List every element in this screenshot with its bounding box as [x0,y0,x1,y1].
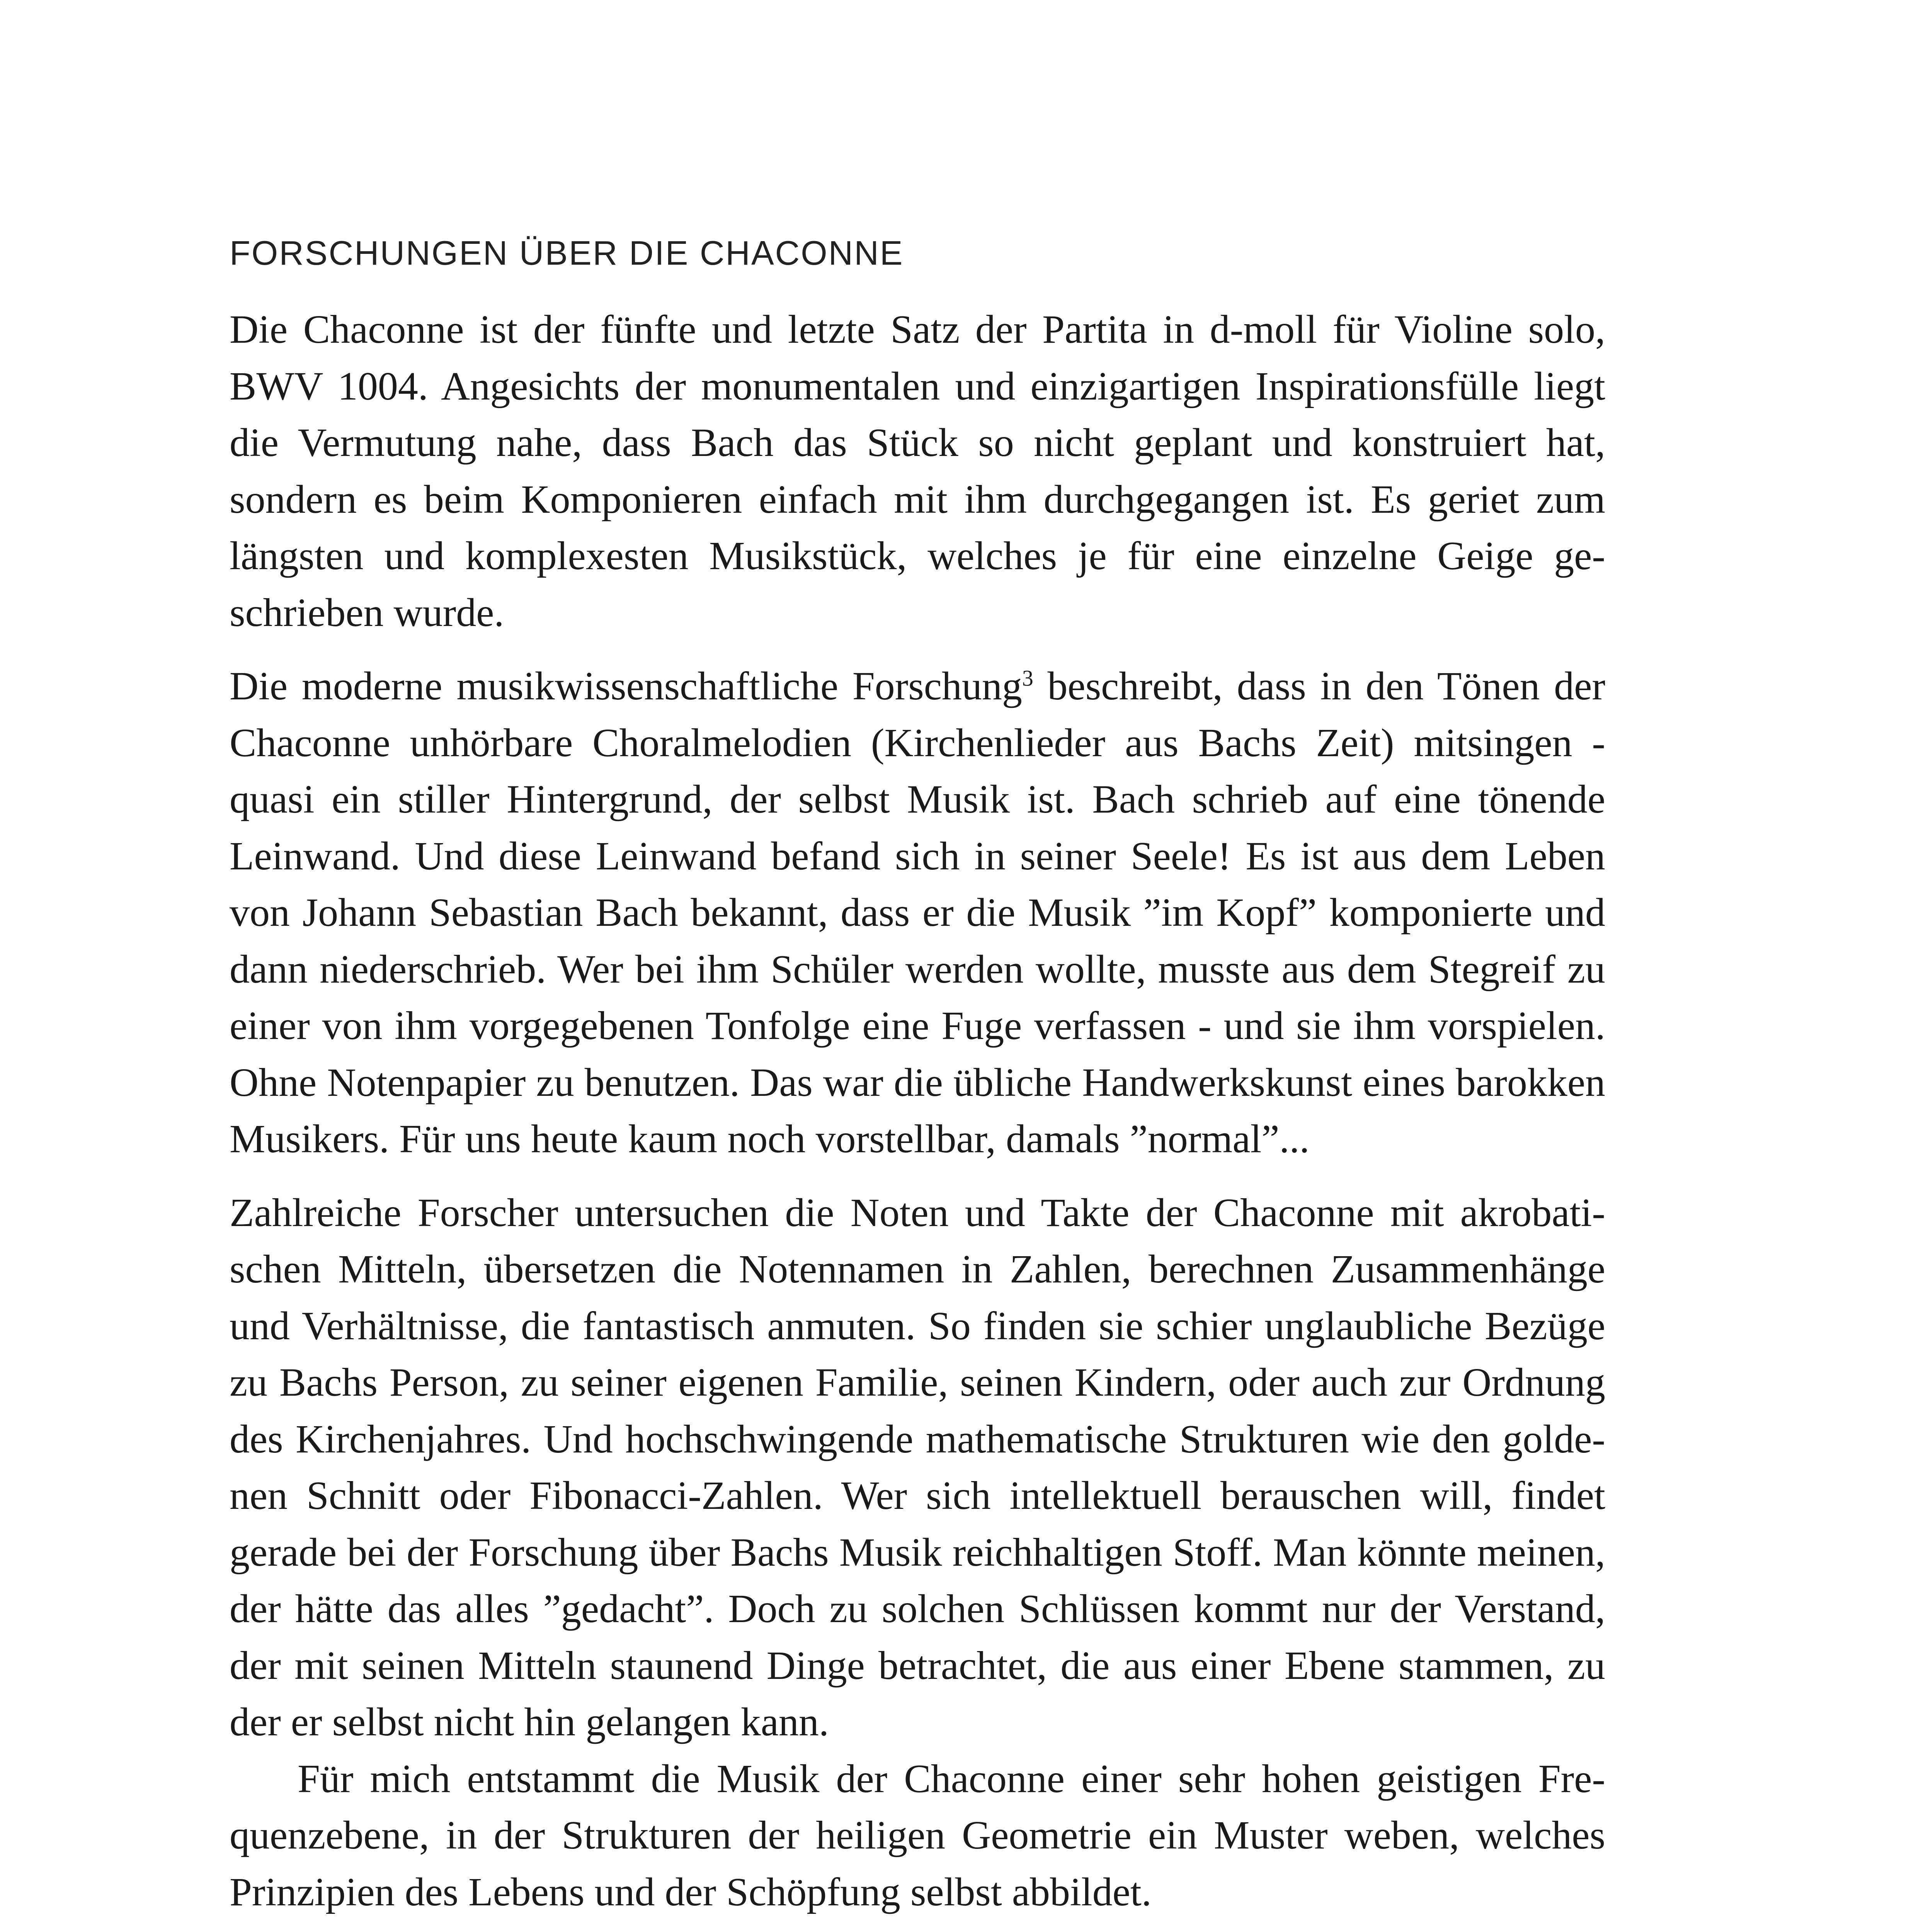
paragraph-forschung [230,658,1605,1168]
paragraph-chaconne-intro: Die Chaconne ist der fünfte und letzte Satz der Partita in d-moll für Violine solo, BWV 1004. Angesichts der monumentalen und einzigartigen Inspirationsfülle liegt die Vermutung nahe, dass Bach das Stück so nicht geplant und konstruiert hat, sondern es beim Komponieren einfach mit ihm durchgegangen ist. Es geriet zum längsten und komplexesten Musikstück, welches je für eine einzelne Geige geschrieben wurde. [230,307,1605,635]
section-heading-forschungen: FORSCHUNGEN ÜBER DIE CHACONNE [230,234,904,272]
main-text [230,228,1605,1932]
paragraph-forschung-start: Die moderne musikwissenschaftliche Forschung [230,664,1022,708]
paragraph-frequenzebene: Für mich entstammt die Musik der Chaconne einer sehr hohen geistigen Frequenzebene, in der Strukturen der heiligen Geometrie ein Muster weben, welches Prinzipien des Lebens und der Schöpfung selbst abbildet. [230,1756,1605,1914]
paragraph-forscher: Zahlreiche Forscher untersuchen die Noten und Takte der Chaconne mit akrobatischen Mitteln, übersetzen die Notennamen in Zahlen, berechnen Zusammenhänge und Verhältnisse, die fantastisch anmuten. So finden sie schier unglaubliche Bezüge zu Bachs Person, zu seiner eigenen Familie, seinen Kindern, oder auch zur Ordnung des Kirchenjahres. Und hochschwingende mathematische Strukturen wie den goldenen Schnitt oder Fibonacci-Zahlen. Wer sich intellektuell berauschen will, findet gerade bei der Forschung über Bachs Musik reichhaltigen Stoff. Man könnte meinen, der hätte das alles ”gedacht”. Doch zu solchen Schlüssen kommt nur der Verstand, der mit seinen Mitteln staunend Dinge betrachtet, die aus einer Ebene stammen, zu der er selbst nicht hin gelangen kann. [230,1190,1605,1744]
paragraph-forschung-rest: beschreibt, dass in den Tönen der Chaconne unhörbare Choralmelodien (Kirchenlieder aus Bachs Zeit) mitsingen - quasi ein stiller Hintergrund, der selbst Musik ist. Bach schrieb auf eine tönende Leinwand. Und diese Leinwand befand sich in seiner Seele! Es ist aus dem Leben von Johann Sebastian Bach bekannt, dass er die Musik ”im Kopf” komponierte und dann niederschrieb. Wer bei ihm Schüler werden wollte, musste aus dem Stegreif zu einer von ihm vorgegebenen Tonfolge eine Fuge verfassen - und sie ihm vorspielen. Ohne Notenpapier zu benutzen. Das war die übliche Handwerkskunst eines barokken Musikers. Für uns heute kaum noch vorstellbar, damals ”normal”... [230,664,1605,1161]
footnote-reference[interactable]: 3 [1022,665,1033,691]
